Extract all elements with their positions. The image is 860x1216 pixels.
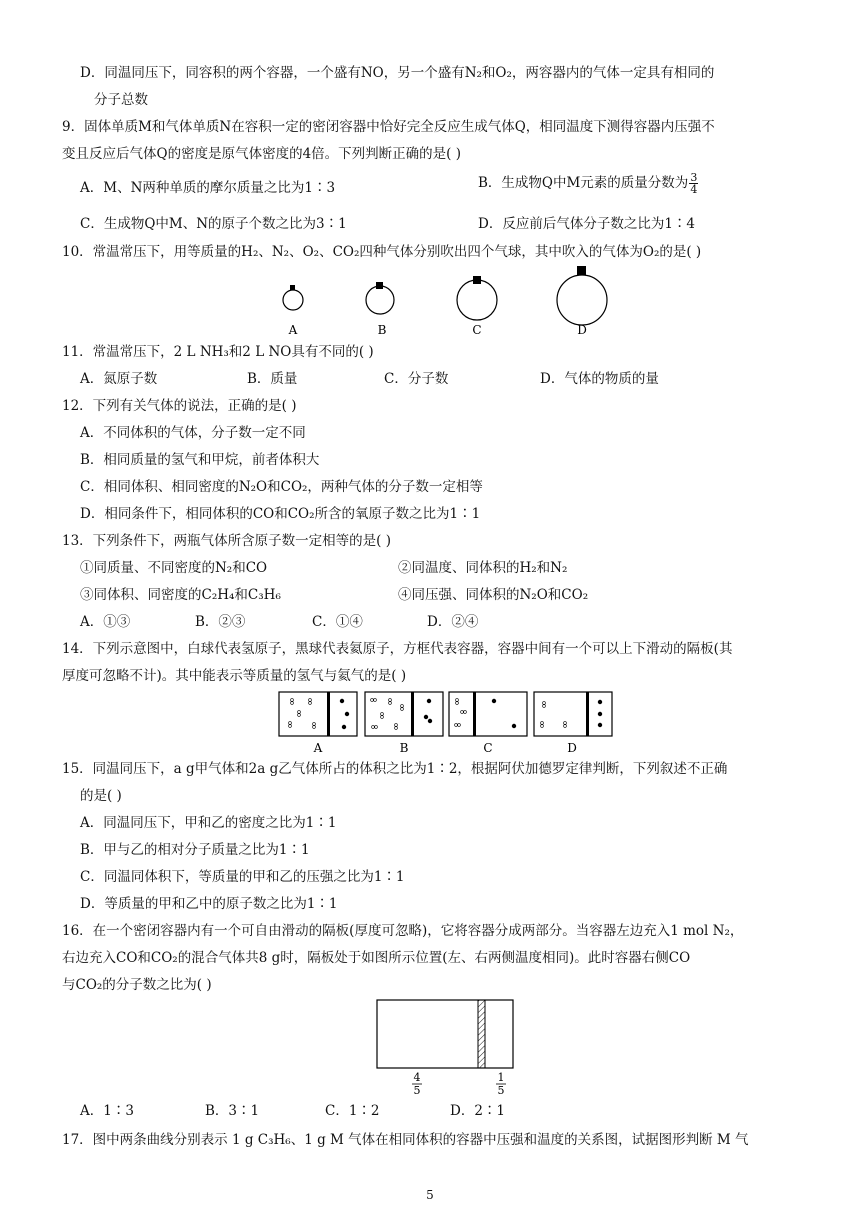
fraction-right-denominator: 5: [497, 1084, 505, 1096]
fraction-right-numerator: 1: [497, 1071, 505, 1084]
q9-option-d: D．反应前后气体分子数之比为1∶4: [478, 216, 696, 232]
q11-option-c: C．分子数: [384, 371, 449, 387]
q13-stem: 13．下列条件下，两瓶气体所含原子数一定相等的是( ): [62, 533, 392, 549]
balloon-a: [283, 285, 303, 337]
balloon-d: [557, 266, 607, 337]
q15-option-c: C．同温同体积下，等质量的甲和乙的压强之比为1∶1: [80, 869, 405, 885]
q15-option-d: D．等质量的甲和乙中的原子数之比为1∶1: [80, 896, 338, 912]
container-label-c: C: [483, 741, 493, 755]
q16-option-d: D．2∶1: [450, 1103, 506, 1119]
container-label-a: A: [313, 741, 323, 755]
balloon-label-a: A: [288, 323, 298, 337]
q16-option-b: B．3∶1: [205, 1103, 260, 1119]
q13-option-d: D．②④: [427, 614, 479, 630]
q13-condition-3: ③同体积、同密度的C₂H₄和C₃H₆: [80, 587, 281, 603]
container-c: [449, 692, 527, 755]
q14-stem-line1: 14．下列示意图中，白球代表氢原子，黑球代表氦原子，方框代表容器，容器中间有一个可以上下滑动的隔板(其: [62, 641, 733, 657]
balloon-label-d: D: [577, 323, 587, 337]
q13-condition-2: ②同温度、同体积的H₂和N₂: [398, 560, 568, 576]
q16-option-c: C．1∶2: [325, 1103, 380, 1119]
q9-option-b-fraction: [689, 172, 698, 195]
q13-condition-4: ④同压强、同体积的N₂O和CO₂: [398, 587, 589, 603]
q9-option-b: [478, 172, 698, 195]
q15-option-b: B．甲与乙的相对分子质量之比为1∶1: [80, 842, 310, 858]
container-label-d: D: [567, 741, 577, 755]
balloon-c: [457, 276, 497, 337]
q12-option-b: B．相同质量的氢气和甲烷，前者体积大: [80, 452, 320, 468]
q15-option-a: A．同温同压下，甲和乙的密度之比为1∶1: [80, 815, 337, 831]
q13-option-b: B．②③: [195, 614, 246, 630]
fraction-left-numerator: 4: [413, 1071, 421, 1084]
q10-stem: 10．常温常压下，用等质量的H₂、N₂、O₂、CO₂四种气体分别吹出四个气球，其中吹入的气体为O₂的是( ): [62, 244, 702, 260]
q8-option-d-line1: D．同温同压下，同容积的两个容器，一个盛有NO，另一个盛有N₂和O₂，两容器内的气体一定具有相同的: [80, 65, 715, 81]
fraction-denominator: 4: [690, 183, 698, 196]
fraction-right: [496, 1071, 506, 1096]
q8-option-d-line2: 分子总数: [94, 92, 148, 108]
container-b: [365, 692, 443, 755]
q11-option-b: B．质量: [247, 371, 298, 387]
q13-condition-1: ①同质量、不同密度的N₂和CO: [80, 560, 268, 576]
q9-option-c: C．生成物Q中M、N的原子个数之比为3∶1: [80, 216, 347, 232]
q12-option-a: A．不同体积的气体，分子数一定不同: [80, 425, 306, 441]
q15-stem-line2: 的是( ): [80, 788, 122, 804]
q14-containers-figure: [278, 690, 613, 756]
q16-option-a: A．1∶3: [80, 1103, 134, 1119]
container-d: [534, 692, 612, 755]
q16-stem-line1: 16．在一个密闭容器内有一个可自由滑动的隔板(厚度可忽略)，它将容器分成两部分。当容器左边充入1 mol N₂，: [62, 923, 744, 939]
balloon-label-b: B: [377, 323, 387, 337]
balloon-label-c: C: [472, 323, 482, 337]
q12-option-c: C．相同体积、相同密度的N₂O和CO₂，两种气体的分子数一定相等: [80, 479, 483, 495]
sealed-container: [377, 1000, 513, 1068]
q11-stem: 11．常温常压下，2 L NH₃和2 L NO具有不同的( ): [62, 344, 374, 360]
page-number: 5: [426, 1188, 434, 1202]
q11-option-a: A．氮原子数: [80, 371, 158, 387]
q11-option-d: D．气体的物质的量: [540, 371, 659, 387]
q16-stem-line3: 与CO₂的分子数之比为( ): [62, 977, 212, 993]
sliding-partition: [478, 1000, 485, 1068]
q9-stem-line2: 变且反应后气体Q的密度是原气体密度的4倍。下列判断正确的是( ): [62, 146, 461, 162]
q16-partition-figure: [370, 996, 530, 1096]
fraction-numerator: 3: [690, 171, 698, 184]
q12-stem: 12．下列有关气体的说法，正确的是( ): [62, 398, 297, 414]
container-a: [279, 692, 357, 755]
q14-stem-line2: 厚度可忽略不计)。其中能表示等质量的氢气与氦气的是( ): [62, 668, 407, 684]
q13-option-c: C．①④: [312, 614, 363, 630]
q16-stem-line2: 右边充入CO和CO₂的混合气体共8 g时，隔板处于如图所示位置(左、右两侧温度相同)。此时容器右侧CO: [62, 950, 691, 966]
q10-balloons-figure: [270, 262, 620, 342]
container-label-b: B: [399, 741, 409, 755]
fraction-left-denominator: 5: [413, 1084, 421, 1096]
q15-stem-line1: 15．同温同压下，a g甲气体和2a g乙气体所占的体积之比为1∶2，根据阿伏加德罗定律判断，下列叙述不正确: [62, 761, 728, 777]
q12-option-d: D．相同条件下，相同体积的CO和CO₂所含的氧原子数之比为1∶1: [80, 506, 481, 522]
balloon-b: [366, 282, 394, 337]
q17-stem-line1: 17．图中两条曲线分别表示 1 g C₃H₆、1 g M 气体在相同体积的容器中压强和温度的关系图，试据图形判断 M 气: [62, 1132, 749, 1148]
fraction-left: [412, 1071, 422, 1096]
q9-option-a: A．M、N两种单质的摩尔质量之比为1∶3: [80, 180, 336, 196]
q9-stem-line1: 9．固体单质M和气体单质N在容积一定的密闭容器中恰好完全反应生成气体Q，相同温度下测得容器内压强不: [62, 119, 715, 135]
q13-option-a: A．①③: [80, 614, 131, 630]
q9-option-b-text: B．生成物Q中M元素的质量分数为: [478, 175, 689, 191]
